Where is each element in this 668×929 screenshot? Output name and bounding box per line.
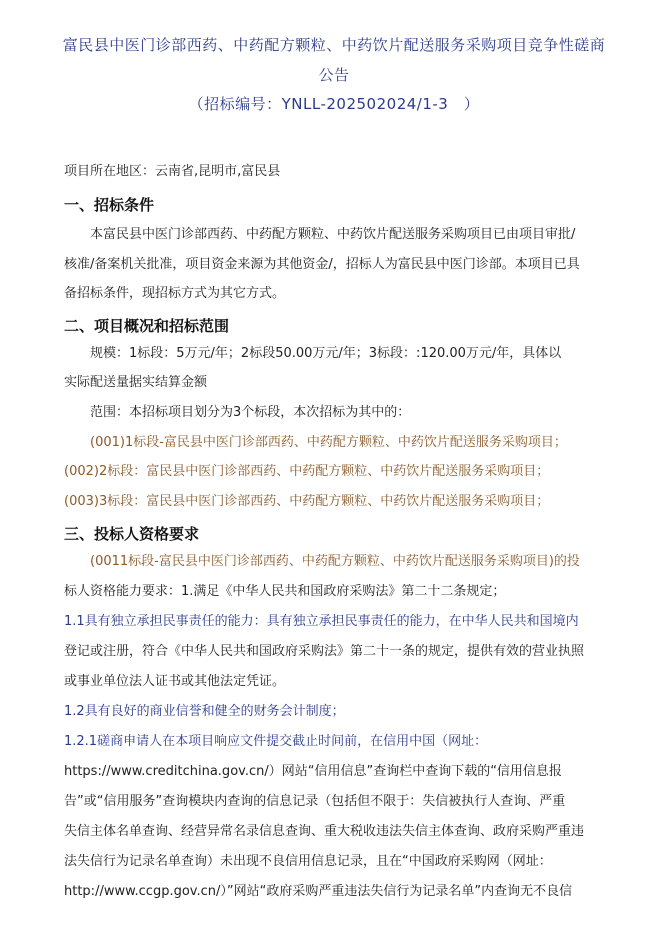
qualification-line: http://www.ccgp.gov.cn/）”网站“政府采购严重违法失信行为记录名单”内查询无不良信 [64, 884, 573, 899]
qualification-line: 告”或“信用服务”查询模块内查询的信息记录（包括但不限于：失信被执行人查询、严重 [64, 794, 566, 809]
qualification-line: 登记或注册，符合《中华人民共和国政府采购法》第二十一条的规定，提供有效的营业执照 [64, 644, 585, 659]
doc-title-line2: 公告 [318, 66, 350, 84]
qualification-line: 1.1具有独立承担民事责任的能力：具有独立承担民事责任的能力，在中华人民共和国境内 [64, 614, 579, 629]
qualification-line: 1.2具有良好的商业信誉和健全的财务会计制度； [64, 704, 345, 719]
lot-item: (003)3标段：富民县中医门诊部西药、中药配方颗粒、中药饮片配送服务采购项目； [64, 494, 550, 509]
qualification-line: (0011标段-富民县中医门诊部西药、中药配方颗粒、中药饮片配送服务采购项目)的投 [90, 554, 580, 569]
section1-line: 本富民县中医门诊部西药、中药配方颗粒、中药饮片配送服务采购项目已由项目审批/ [90, 227, 576, 242]
lot-item: (001)1标段-富民县中医门诊部西药、中药配方颗粒、中药饮片配送服务采购项目； [90, 435, 567, 450]
qualification-line: 或事业单位法人证书或其他法定凭证。 [64, 674, 286, 689]
doc-bid-number: （招标编号：YNLL-202502024/1-3 ） [188, 95, 480, 113]
scale-line: 实际配送量据实结算金额 [64, 375, 208, 390]
section3-heading: 三、投标人资格要求 [64, 525, 200, 543]
lot-item: (002)2标段：富民县中医门诊部西药、中药配方颗粒、中药饮片配送服务采购项目； [64, 464, 550, 479]
scope-line: 范围：本招标项目划分为3个标段，本次招标为其中的： [90, 405, 411, 420]
qualification-line: 1.2.1磋商申请人在本项目响应文件提交截止时间前，在信用中国（网址： [64, 734, 488, 749]
scale-line: 规模：1标段：5万元/年；2标段50.00万元/年；3标段：:120.00万元/年，具体以 [90, 346, 562, 361]
section1-heading: 一、招标条件 [64, 196, 155, 214]
qualification-line: 失信主体名单查询、经营异常名录信息查询、重大税收违法失信主体查询、政府采购严重违 [64, 824, 585, 839]
qualification-line: 法失信行为记录名单查询）未出现不良信用信息记录，且在“中国政府采购网（网址： [64, 854, 552, 869]
section1-line: 核准/备案机关批准，项目资金来源为其他资金/，招标人为富民县中医门诊部。本项目已具 [64, 257, 580, 272]
section2-heading: 二、项目概况和招标范围 [64, 317, 230, 335]
doc-title-line1: 富民县中医门诊部西药、中药配方颗粒、中药饮片配送服务采购项目竞争性磋商 [62, 36, 606, 54]
section1-line: 备招标条件，现招标方式为其它方式。 [64, 286, 286, 301]
project-location: 项目所在地区：云南省,昆明市,富民县 [64, 164, 281, 179]
qualification-line: 标人资格能力要求：1.满足《中华人民共和国政府采购法》第二十二条规定； [64, 584, 506, 599]
qualification-line: https://www.creditchina.gov.cn/）网站“信用信息”查询栏中查询下载的“信用信息报 [64, 764, 562, 779]
